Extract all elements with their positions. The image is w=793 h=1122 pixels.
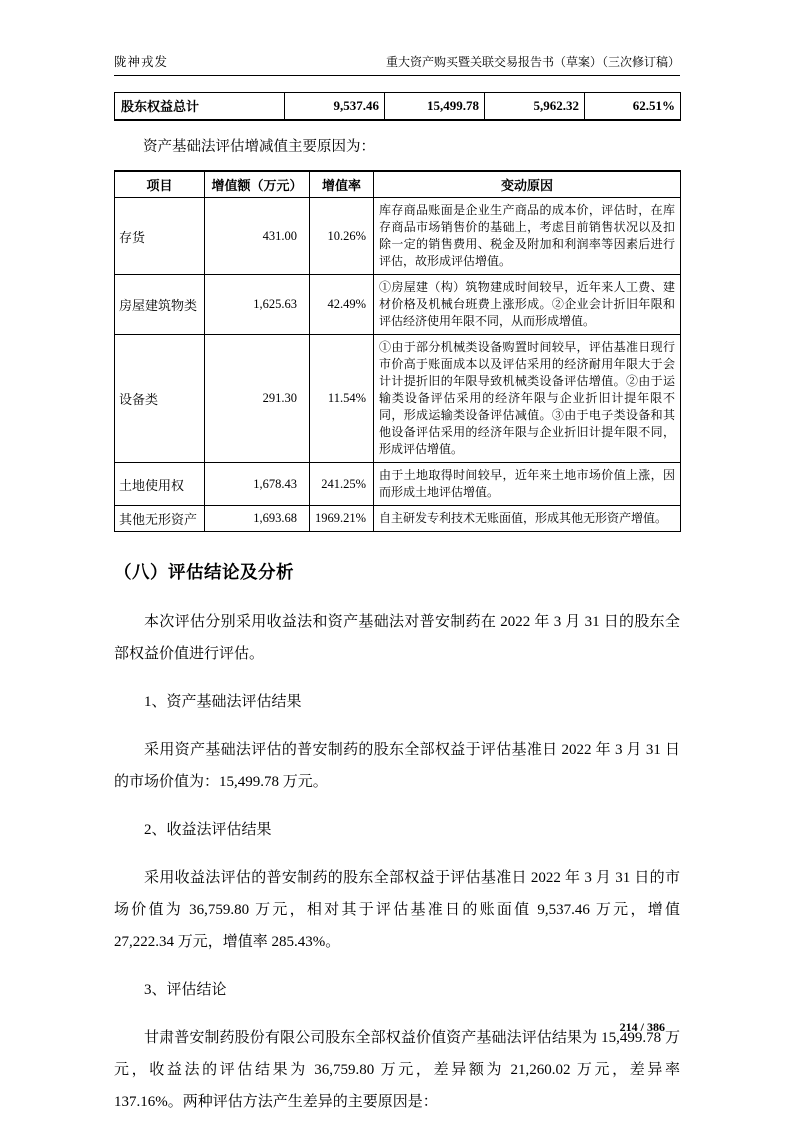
cell-amount: 1,693.68 bbox=[205, 506, 310, 532]
section-heading: （八）评估结论及分析 bbox=[114, 562, 294, 583]
cell-reason: 自主研发专利技术无账面值，形成其他无形资产增值。 bbox=[374, 506, 681, 532]
cell-reason: ①由于部分机械类设备购置时间较早，评估基准日现行市价高于账面成本以及评估采用的经济耐用年限大于会计计提折旧的年限导致机械类设备评估增值。②由于运输类设备评估采用的经济年限与企业折旧计提年限不同，形成运输类设备评估减值。③由于电子类设备和其他设备评估采用的经济年限与企业折旧计提年限不同，形成评估增值。 bbox=[374, 335, 681, 463]
cell-rate: 10.26% bbox=[310, 198, 374, 275]
paragraph-subheading: 2、收益法评估结果 bbox=[144, 822, 272, 839]
section-body bbox=[114, 606, 680, 1118]
cell-rate: 42.49% bbox=[310, 275, 374, 335]
table-row bbox=[115, 198, 681, 275]
paragraph: 本次评估分别采用收益法和资产基础法对普安制药在 2022 年 3 月 31 日的股东全部权益价值进行评估。 bbox=[114, 614, 680, 663]
paragraph: 采用资产基础法评估的普安制药的股东全部权益于评估基准日 2022 年 3 月 31 日的市场价值为：15,499.78 万元。 bbox=[114, 742, 680, 791]
cell-item: 土地使用权 bbox=[115, 463, 205, 506]
table-row bbox=[115, 463, 681, 506]
paragraph: 采用收益法评估的普安制药的股东全部权益于评估基准日 2022 年 3 月 31 日的市场价值为 36,759.80 万元，相对其于评估基准日的账面值 9,537.46 万元，增值 27,222.34 万元，增值率 285.43%。 bbox=[114, 870, 680, 951]
cell-item: 房屋建筑物类 bbox=[115, 275, 205, 335]
page-number: 214 / 386 bbox=[619, 1020, 665, 1034]
cell-increment-rate: 62.51% bbox=[585, 93, 681, 120]
header-company-name: 陇神戎发 bbox=[114, 55, 169, 69]
equity-summary-table bbox=[114, 92, 681, 121]
cell-rate: 11.54% bbox=[310, 335, 374, 463]
col-header-item: 项目 bbox=[115, 171, 205, 198]
cell-reason: 由于土地取得时间较早，近年来土地市场价值上涨，因而形成土地评估增值。 bbox=[374, 463, 681, 506]
col-header-amount: 增值额（万元） bbox=[205, 171, 310, 198]
cell-reason: 库存商品账面是企业生产商品的成本价，评估时，在库存商品市场销售价的基础上，考虑目前销售状况以及扣除一定的销售费用、税金及附加和利润率等因素后进行评估，故形成评估增值。 bbox=[374, 198, 681, 275]
cell-rate: 1969.21% bbox=[310, 506, 374, 532]
cell-item: 设备类 bbox=[115, 335, 205, 463]
cell-appraised-value: 15,499.78 bbox=[385, 93, 485, 120]
table-row bbox=[115, 506, 681, 532]
cell-increment-amount: 5,962.32 bbox=[485, 93, 585, 120]
table-row bbox=[115, 93, 681, 120]
cell-total-equity-label: 股东权益总计 bbox=[115, 93, 285, 120]
cell-item: 存货 bbox=[115, 198, 205, 275]
intro-text: 资产基础法评估增减值主要原因为： bbox=[143, 138, 375, 155]
col-header-rate: 增值率 bbox=[310, 171, 374, 198]
cell-amount: 291.30 bbox=[205, 335, 310, 463]
cell-item: 其他无形资产 bbox=[115, 506, 205, 532]
cell-book-value: 9,537.46 bbox=[285, 93, 385, 120]
cell-reason: ①房屋建（构）筑物建成时间较早，近年来人工费、建材价格及机械台班费上涨形成。②企业会计折旧年限和评估经济使用年限不同，从而形成增值。 bbox=[374, 275, 681, 335]
cell-rate: 241.25% bbox=[310, 463, 374, 506]
table-row bbox=[115, 335, 681, 463]
paragraph-subheading: 1、资产基础法评估结果 bbox=[144, 694, 302, 711]
table-header-row bbox=[115, 171, 681, 198]
cell-amount: 1,625.63 bbox=[205, 275, 310, 335]
cell-amount: 1,678.43 bbox=[205, 463, 310, 506]
cell-amount: 431.00 bbox=[205, 198, 310, 275]
header-document-title: 重大资产购买暨关联交易报告书（草案）（三次修订稿） bbox=[385, 55, 680, 69]
valuation-reason-table bbox=[114, 170, 681, 533]
paragraph: 甘肃普安制药股份有限公司股东全部权益价值资产基础法评估结果为 15,499.78 万元，收益法的评估结果为 36,759.80 万元，差异额为 21,260.02 万元，差异率 137.16%。两种评估方法产生差异的主要原因是： bbox=[114, 1030, 680, 1111]
page-header bbox=[114, 52, 680, 76]
page-content bbox=[114, 52, 680, 1122]
col-header-reason: 变动原因 bbox=[374, 171, 681, 198]
table-row bbox=[115, 275, 681, 335]
paragraph-subheading: 3、评估结论 bbox=[144, 982, 227, 999]
